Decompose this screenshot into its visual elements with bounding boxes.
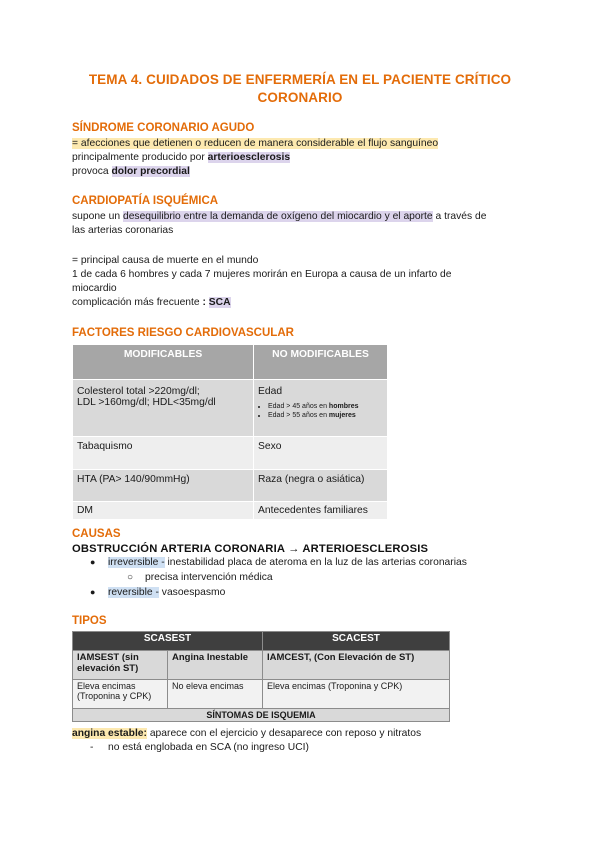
table-cell: No eleva encimas [168, 680, 263, 709]
causa-reversible [108, 586, 225, 600]
text: complicación más frecuente [72, 297, 203, 308]
causa-irreversible-sub: precisa intervención médica [145, 572, 273, 583]
list-item [268, 402, 383, 411]
text: mujeres [328, 412, 356, 419]
heading-sca: SÍNDROME CORONARIO AGUDO [72, 122, 255, 134]
isq-line-5: miocardio [72, 283, 117, 294]
table-cell: DM [73, 502, 254, 520]
col-header-no-modificables: NO MODIFICABLES [254, 345, 388, 380]
risk-factors-table [72, 344, 388, 520]
table-cell: Raza (negra o asiática) [254, 470, 388, 502]
highlight: reversible - [108, 587, 159, 598]
table-cell: HTA (PA> 140/90mmHg) [73, 470, 254, 502]
heading-isquemica: CARDIOPATÍA ISQUÉMICA [72, 195, 219, 207]
col-header-modificables: MODIFICABLES [73, 345, 254, 380]
dash-bullet: - [90, 742, 94, 753]
table-cell: IAMSEST (sin elevación ST) [73, 651, 168, 680]
col-header-scasest: SCASEST [73, 632, 263, 651]
isq-line-1 [72, 210, 486, 224]
causa-irreversible [108, 556, 467, 570]
bullet-icon: ● [90, 587, 96, 597]
text: Edad [258, 386, 283, 397]
highlight: = afecciones que detienen o reducen de manera considerable el flujo sanguíneo [72, 138, 439, 149]
text: vasoespasmo [158, 587, 226, 598]
highlight: desequilibrio entre la demanda de oxígeno del miocardio y el aporte [122, 211, 433, 222]
text: Colesterol total >220mg/dl; [77, 386, 200, 397]
text: supone un [72, 211, 123, 222]
heading-tipos: TIPOS [72, 615, 107, 627]
angina-estable [72, 727, 421, 741]
text: provoca [72, 166, 112, 177]
sca-line-2 [72, 151, 290, 165]
text: a través de [432, 211, 487, 222]
isq-line-4: 1 de cada 6 hombres y cada 7 mujeres morirán en Europa a causa de un infarto de [72, 269, 452, 280]
highlight-bold: SCA [208, 297, 231, 308]
table-cell: SÍNTOMAS DE ISQUEMIA [73, 709, 450, 722]
table-cell: Tabaquismo [73, 437, 254, 470]
heading-factores: FACTORES RIESGO CARDIOVASCULAR [72, 327, 294, 339]
table-cell [254, 380, 388, 437]
text: Edad > 45 años en [268, 403, 329, 410]
bullet-icon: ● [90, 557, 96, 567]
age-list [258, 402, 383, 420]
angina-estable-sub: no está englobada en SCA (no ingreso UCI) [108, 742, 309, 753]
col-header-scacest: SCACEST [263, 632, 450, 651]
isq-line-2: las arterias coronarias [72, 225, 174, 236]
text: principalmente producido por [72, 152, 208, 163]
text: aparece con el ejercicio y desaparece con reposo y nitratos [146, 728, 422, 739]
heading-causas: CAUSAS [72, 528, 121, 540]
tipos-table [72, 631, 450, 722]
sca-line-3 [72, 165, 190, 179]
text: hombres [328, 403, 359, 410]
highlight-bold: arterioesclerosis [207, 152, 291, 163]
highlight-bold: dolor precordial [111, 166, 190, 177]
text: inestabilidad placa de ateroma en la luz de las arterias coronarias [164, 557, 467, 568]
isq-line-3: = principal causa de muerte en el mundo [72, 255, 259, 266]
text: LDL >160mg/dl; HDL<35mg/dl [77, 397, 216, 408]
table-cell: Eleva encimas (Troponina y CPK) [73, 680, 168, 709]
sca-line-1 [72, 137, 438, 151]
table-cell: IAMCEST, (Con Elevación de ST) [263, 651, 450, 680]
table-cell: Antecedentes familiares [254, 502, 388, 520]
highlight-bold: angina estable: [72, 728, 147, 739]
table-cell: Angina Inestable [168, 651, 263, 680]
list-item [268, 411, 383, 420]
causas-subheading: OBSTRUCCIÓN ARTERIA CORONARIA → ARTERIOESCLEROSIS [72, 543, 429, 555]
isq-line-6 [72, 296, 231, 310]
circle-bullet-icon: ○ [127, 572, 134, 583]
table-cell: Eleva encimas (Troponina y CPK) [263, 680, 450, 709]
highlight: irreversible - [108, 557, 165, 568]
table-cell: Sexo [254, 437, 388, 470]
page-title: TEMA 4. CUIDADOS DE ENFERMERÍA EN EL PACIENTE CRÍTICO CORONARIO [88, 72, 512, 105]
text: : [202, 297, 209, 308]
table-cell [73, 380, 254, 437]
text: Edad > 55 años en [268, 412, 329, 419]
